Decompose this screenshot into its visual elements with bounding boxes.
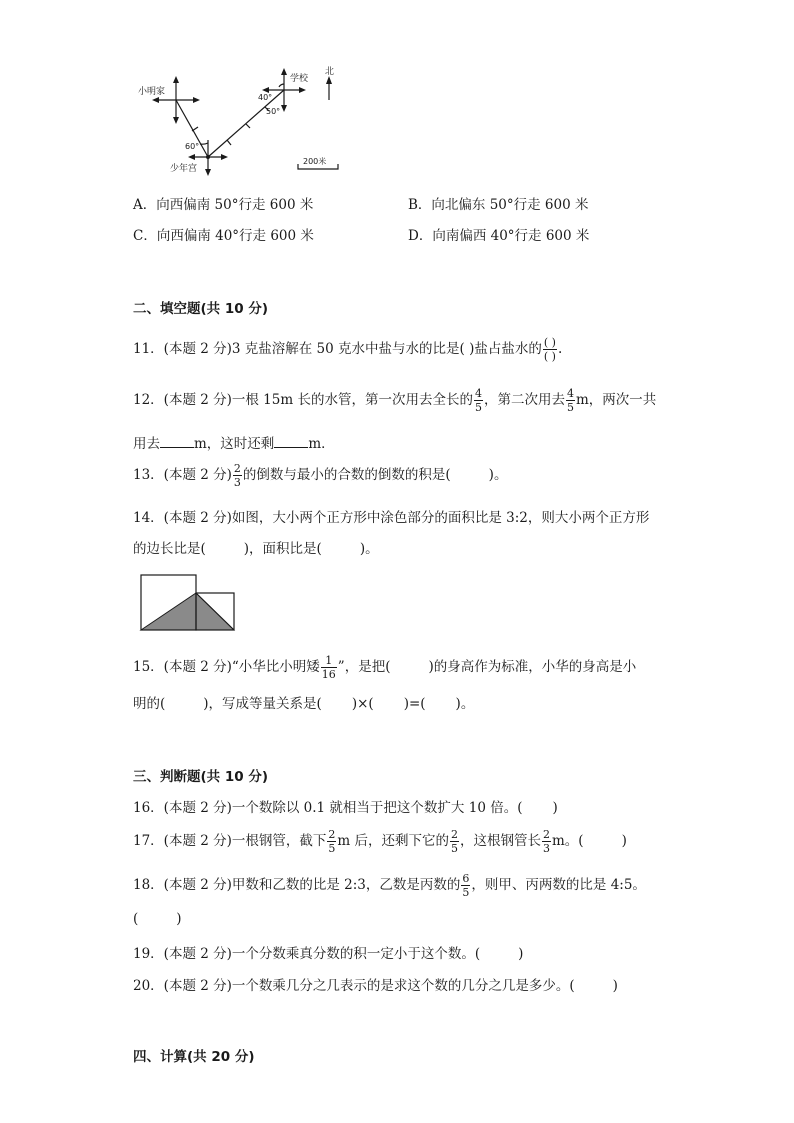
q11-text: 11．(本题 2 分)3 克盐溶解在 50 克水中盐与水的比是( )盐占盐水的	[133, 341, 542, 357]
q12-fraction-2: $\frac{4}{5}$	[566, 387, 574, 414]
q13-fraction: $\frac{2}{3}$	[233, 462, 241, 489]
question-20: 20．(本题 2 分)一个数乘几分之几表示的是求这个数的几分之几是多少。( )	[133, 978, 618, 994]
question-14-line1: 14．(本题 2 分)如图，大小两个正方形中涂色部分的面积比是 3:2，则大小两个正方形	[133, 510, 650, 526]
q17-fraction-2: $\frac{2}{5}$	[450, 828, 458, 855]
squares-figure	[138, 572, 238, 634]
q15-fraction: $\frac{1}{16}$	[321, 654, 336, 681]
question-12-line2: 用去 m，这时还剩 m．	[133, 436, 335, 452]
option-a[interactable]: A．向西偏南 50°行走 600 米	[133, 197, 314, 213]
section-title-calculation: 四、计算(共 20 分)	[133, 1049, 255, 1065]
question-18-line2: ( )	[133, 911, 182, 927]
question-13: 13．(本题 2 分) $\frac{2}{3}$ 的倒数与最小的合数的倒数的积是( )。	[133, 462, 508, 489]
option-d[interactable]: D．向南偏西 40°行走 600 米	[408, 228, 590, 244]
option-c[interactable]: C．向西偏南 40°行走 600 米	[133, 228, 314, 244]
path-to-school	[208, 90, 284, 157]
q12-fraction-1: $\frac{4}{5}$	[474, 387, 482, 414]
question-11	[133, 336, 562, 363]
option-b[interactable]: B．向北偏东 50°行走 600 米	[408, 197, 589, 213]
q12-text-1: 12．(本题 2 分)一根 15m 长的水管，第一次用去全长的	[133, 392, 473, 408]
q17-fraction-3: $\frac{2}{3}$	[542, 828, 550, 855]
q11-frac-den: ( )	[543, 350, 556, 363]
q12-text-3: m，两次一共	[575, 392, 657, 408]
q12-blank-1[interactable]	[160, 435, 194, 448]
label-school: 学校	[290, 74, 309, 84]
question-15-line2: 明的( )，写成等量关系是( )×( )=( )。	[133, 696, 475, 712]
shaded-triangle	[141, 593, 234, 630]
question-18-line1: 18．(本题 2 分)甲数和乙数的比是 2:3，乙数是丙数的 $\frac{6}{5}$ ，则甲、丙两数的比是 4:5。	[133, 872, 646, 899]
q11-frac-num: ( )	[543, 336, 556, 349]
label-scale: 200米	[303, 157, 327, 166]
question-15-line1: 15．(本题 2 分)“小华比小明矮 $\frac{1}{16}$ ”，是把( )的身高作为标准，小华的身高是小	[133, 654, 637, 681]
question-19: 19．(本题 2 分)一个分数乘真分数的积一定小于这个数。( )	[133, 946, 524, 962]
label-youth-palace: 少年宫	[170, 164, 198, 174]
label-xiaoming-home: 小明家	[138, 87, 166, 97]
question-16: 16．(本题 2 分)一个数除以 0.1 就相当于把这个数扩大 10 倍。( )	[133, 800, 558, 816]
direction-map-figure	[130, 60, 350, 185]
question-14-line2: 的边长比是( )，面积比是( )。	[133, 541, 379, 557]
label-north: 北	[325, 67, 335, 77]
q12-blank-2[interactable]	[274, 435, 308, 448]
q17-fraction-1: $\frac{2}{5}$	[328, 828, 336, 855]
question-12-line1	[133, 387, 656, 414]
q11-suffix: .	[557, 341, 563, 357]
section-title-judgement: 三、判断题(共 10 分)	[133, 769, 269, 785]
q12-text-2: ，第二次用去	[483, 392, 565, 408]
label-angle-60: 60°	[185, 142, 200, 151]
label-angle-40: 40°	[258, 93, 273, 102]
question-17: 17．(本题 2 分)一根钢管，截下 $\frac{2}{5}$ m 后，还剩下它的 $\frac{2}{5}$ ，这根钢管长 $\frac{2}{3}$ m。( )	[133, 828, 627, 855]
section-title-fill-blank: 二、填空题(共 10 分)	[133, 301, 269, 317]
q18-fraction: $\frac{6}{5}$	[462, 872, 470, 899]
q11-fraction	[543, 336, 557, 363]
label-angle-50: 50°	[266, 107, 281, 116]
